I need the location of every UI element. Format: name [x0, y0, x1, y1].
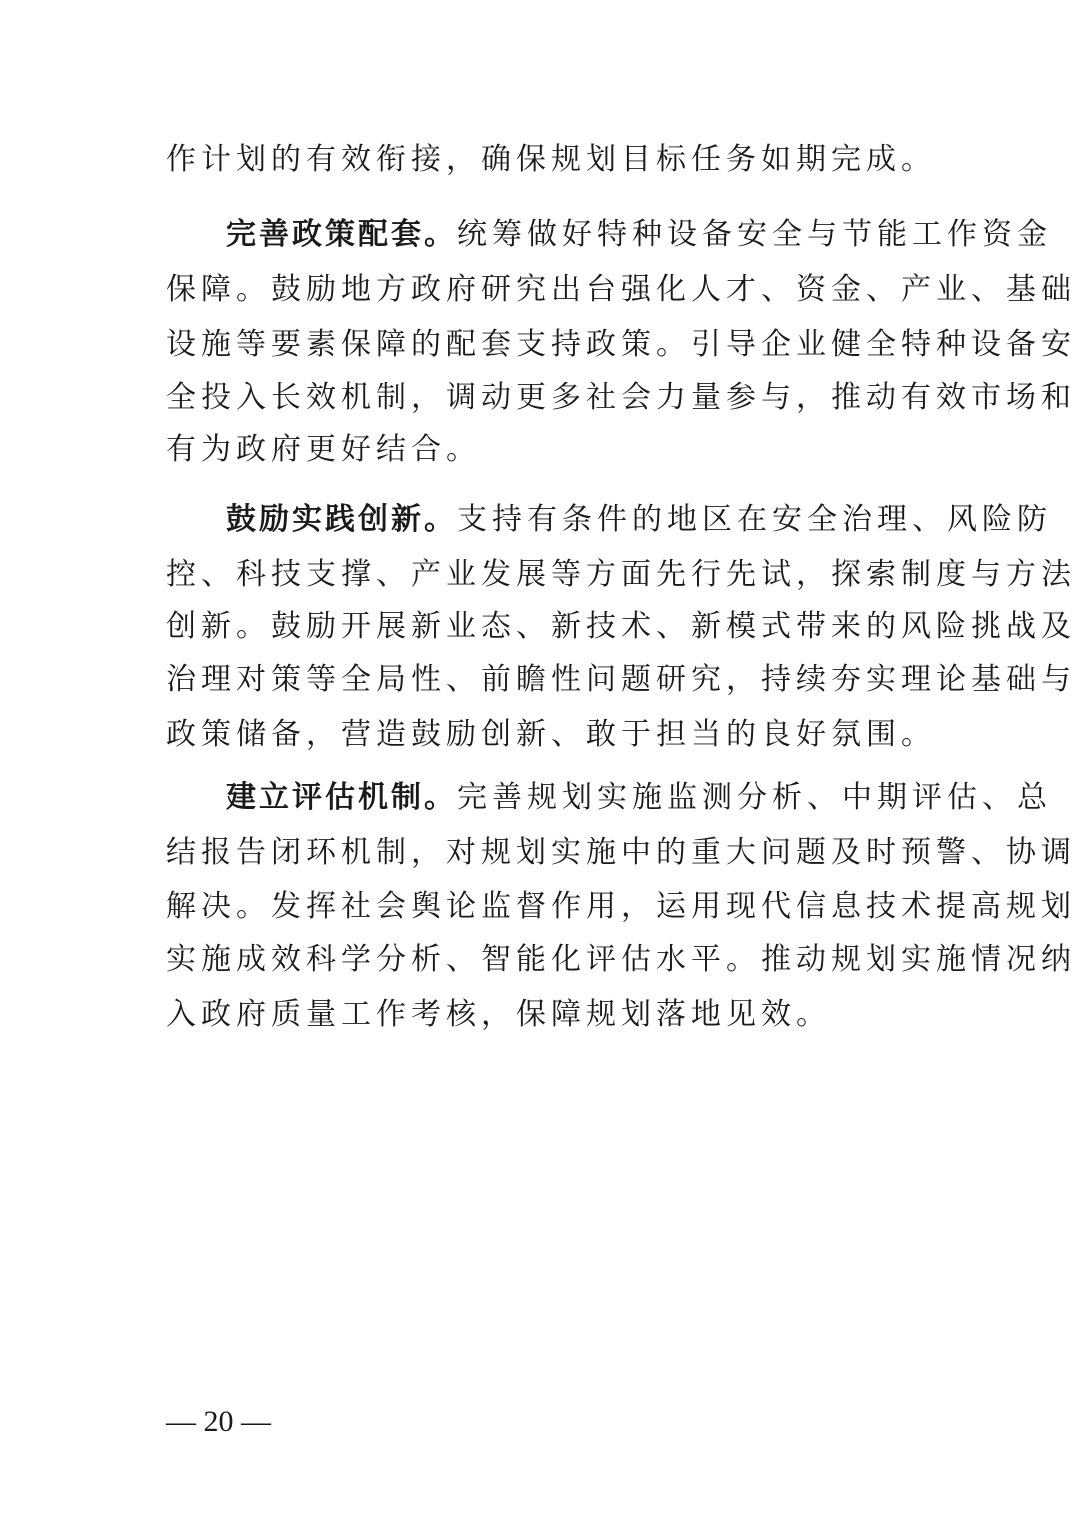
section-heading: 完善政策配套。 [226, 217, 457, 252]
section-heading: 建立评估机制。 [226, 780, 457, 815]
section-text: 完善规划实施监测分析、中期评估、总 [457, 780, 1052, 815]
paragraph-line: 入政府质量工作考核，保障规划落地见效。 [166, 997, 831, 1032]
paragraph-line: 实施成效科学分析、智能化评估水平。推动规划实施情况纳 [166, 942, 1076, 977]
paragraph-line: 控、科技支撑、产业发展等方面先行先试，探索制度与方法 [166, 557, 1076, 592]
section-heading: 鼓励实践创新。 [226, 502, 457, 537]
paragraph-line: 保障。鼓励地方政府研究出台强化人才、资金、产业、基础 [166, 272, 1076, 307]
page-number: — 20 — [166, 1405, 271, 1438]
section-first-line [226, 215, 1052, 255]
paragraph-line: 设施等要素保障的配套支持政策。引导企业健全特种设备安 [166, 327, 1076, 362]
paragraph-line: 解决。发挥社会舆论监督作用，运用现代信息技术提高规划 [166, 889, 1076, 924]
section-text: 统筹做好特种设备安全与节能工作资金 [457, 217, 1052, 252]
paragraph-line: 治理对策等全局性、前瞻性问题研究，持续夯实理论基础与 [166, 662, 1076, 697]
paragraph-line: 结报告闭环机制，对规划实施中的重大问题及时预警、协调 [166, 835, 1076, 870]
section-text: 支持有条件的地区在安全治理、风险防 [457, 502, 1052, 537]
paragraph-line: 创新。鼓励开展新业态、新技术、新模式带来的风险挑战及 [166, 609, 1076, 644]
paragraph-line: 有为政府更好结合。 [166, 432, 481, 467]
section-first-line [226, 778, 1052, 818]
paragraph-line: 政策储备，营造鼓励创新、敢于担当的良好氛围。 [166, 717, 936, 752]
section-first-line [226, 500, 1052, 540]
continuation-line: 作计划的有效衔接，确保规划目标任务如期完成。 [166, 142, 936, 177]
paragraph-line: 全投入长效机制，调动更多社会力量参与，推动有效市场和 [166, 380, 1076, 415]
